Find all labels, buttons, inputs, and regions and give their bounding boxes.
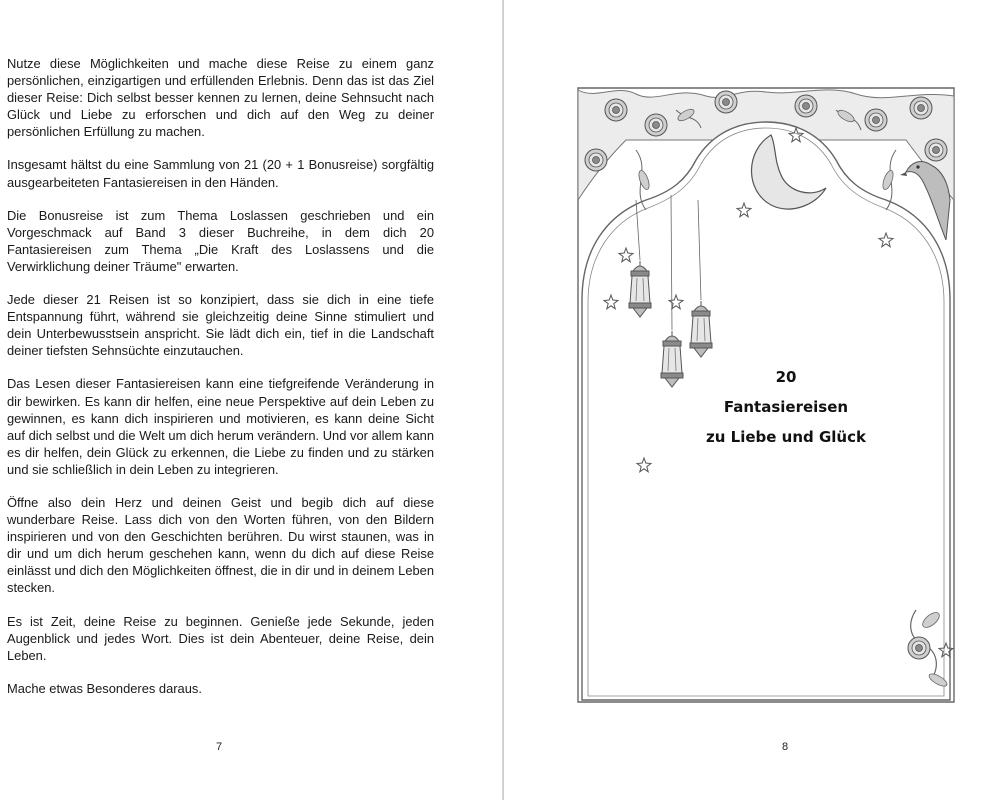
paragraph: Insgesamt hältst du eine Sammlung von 21 (20 + 1 Bonusreise) sorgfältig ausgearbeiteten Fantasiereisen in den Händen. (7, 157, 434, 190)
page-number: 8 (782, 741, 789, 753)
paragraph: Die Bonusreise ist zum Thema Loslassen geschrieben und ein Vorgeschmack auf Band 3 dieser Buchreihe, in dem dich 20 Fantasiereisen zum Thema „Die Kraft des Loslassens und die Verwirklichung deiner Träume" erwarten. (7, 207, 434, 274)
paragraph: Jede dieser 21 Reisen ist so konzipiert, dass sie dich in eine tiefe Entspannung führt, während sie gleichzeitig deine Sinne stimuliert und dein Unterbewusstsein anspricht. Sie lädt dich ein, tief in die Landschaft deiner tiefsten Sehnsüchte einzutauchen. (7, 292, 434, 359)
title-line: 20 (775, 368, 797, 386)
paragraph: Nutze diese Möglichkeiten und mache diese Reise zu einem ganz persönlichen, einzigartigen und erfüllenden Erlebnis. Denn das ist das Ziel dieser Reise: Dich selbst besser kennen zu lernen, deine Sehnsucht nach Glück und Liebe zu erforschen und dich auf den Weg zu deiner persönlichen Erfüllung zu machen. (7, 56, 434, 140)
right-page (504, 0, 1000, 800)
title-line: Fantasiereisen (723, 398, 849, 416)
title-line: zu Liebe und Glück (706, 428, 866, 446)
paragraph: Das Lesen dieser Fantasiereisen kann eine tiefgreifende Veränderung in dir bewirken. Es kann dir helfen, eine neue Perspektive auf dein Leben zu gewinnen, es kann dich inspirieren und motivieren, es kann deine Sicht auf dich selbst und die Welt um dich herum verändern. Und vor allem kann es dir helfen, dein Glück zu erkennen, die Liebe zu finden und zu stärken und sie schließlich in dein Leben zu integrieren. (7, 376, 434, 477)
body-text (7, 55, 434, 713)
page-number: 7 (216, 741, 223, 753)
book-title (666, 362, 906, 452)
paragraph: Mache etwas Besonderes daraus. (7, 680, 202, 696)
paragraph: Öffne also dein Herz und deinen Geist und begib dich auf diese wunderbare Reise. Lass dich von den Worten führen, von den Bildern inspirieren und von den Geschichten berühren. Du wirst staunen, was in dir und um dich herum geschehen kann, wenn du dich auf diese Reise einlässt und dich den Möglichkeiten öffnest, die in dir und in deinem Leben stecken. (7, 494, 434, 596)
paragraph: Es ist Zeit, deine Reise zu beginnen. Genieße jede Sekunde, jeden Augenblick und jedes Wort. Dies ist dein Abenteuer, deine Reise, dein Leben. (7, 613, 434, 663)
